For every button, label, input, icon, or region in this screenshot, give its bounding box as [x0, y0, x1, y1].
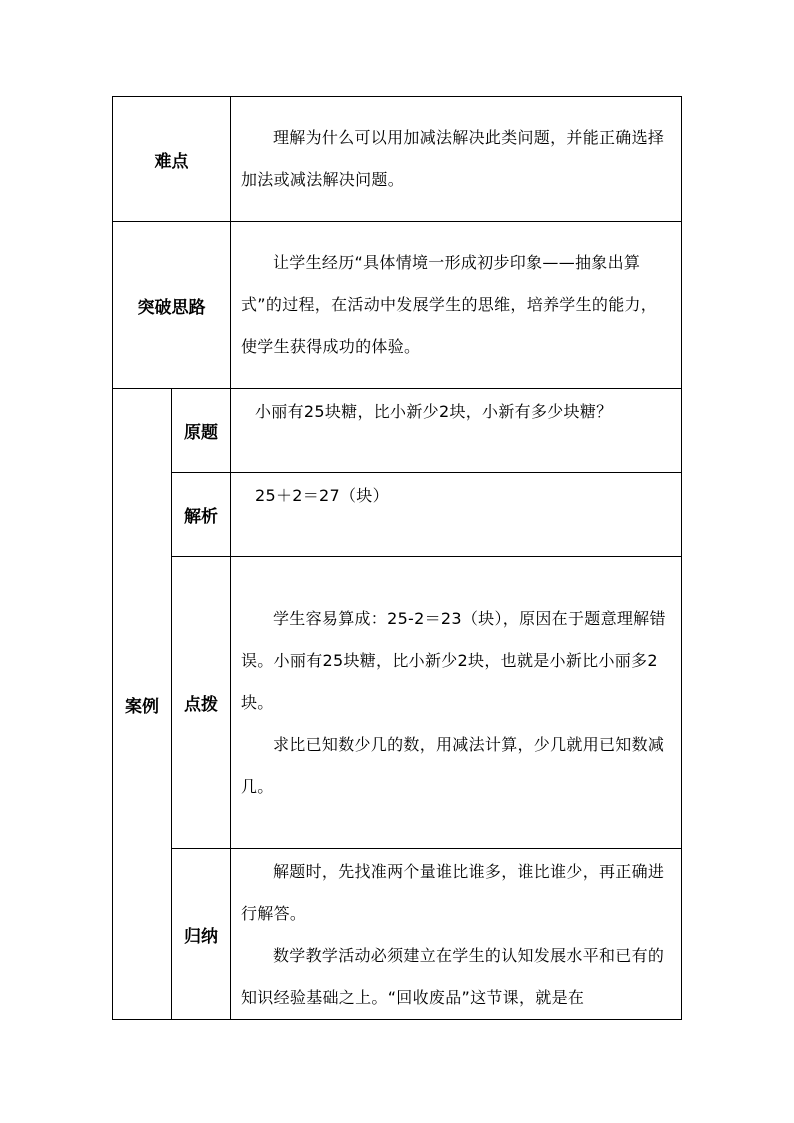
approach-text: 让学生经历“具体情境一形成初步印象——抽象出算式”的过程，在活动中发展学生的思维，培养学生的能力，使学生获得成功的体验。 — [241, 253, 658, 356]
summary-label: 归纳 — [172, 849, 231, 1020]
difficulty-content — [231, 97, 682, 222]
tips-content — [231, 557, 682, 849]
case-label: 案例 — [113, 389, 172, 1020]
tips-paragraph-1: 学生容易算成：25-2＝23（块），原因在于题意理解错误。小丽有25块糖，比小新少2块，也就是小新比小丽多2块。 — [241, 608, 666, 712]
analysis-label: 解析 — [172, 473, 231, 557]
analysis-text: 25＋2＝27（块） — [255, 486, 389, 505]
original-label: 原题 — [172, 389, 231, 473]
summary-paragraph-2: 数学教学活动必须建立在学生的认知发展水平和已有的知识经验基础之上。“回收废品”这节课，就是在 — [241, 946, 665, 1007]
tips-paragraph-2: 求比已知数少几的数，用减法计算，少几就用已知数减几。 — [241, 734, 665, 796]
original-content — [231, 389, 682, 473]
approach-row — [113, 222, 682, 389]
analysis-content — [231, 473, 682, 557]
difficulty-row — [113, 97, 682, 222]
tips-row — [113, 557, 682, 849]
difficulty-label: 难点 — [113, 97, 231, 222]
summary-row — [113, 849, 682, 1020]
analysis-row — [113, 473, 682, 557]
tips-label: 点拨 — [172, 557, 231, 849]
lesson-table — [112, 96, 682, 1020]
difficulty-text: 理解为什么可以用加减法解决此类问题，并能正确选择加法或减法解决问题。 — [241, 128, 665, 189]
summary-paragraph-1: 解题时，先找准两个量谁比谁多，谁比谁少，再正确进行解答。 — [241, 862, 665, 923]
original-row — [113, 389, 682, 473]
approach-content — [231, 222, 682, 389]
summary-content — [231, 849, 682, 1020]
approach-label: 突破思路 — [113, 222, 231, 389]
original-text: 小丽有25块糖，比小新少2块，小新有多少块糖？ — [255, 402, 613, 421]
